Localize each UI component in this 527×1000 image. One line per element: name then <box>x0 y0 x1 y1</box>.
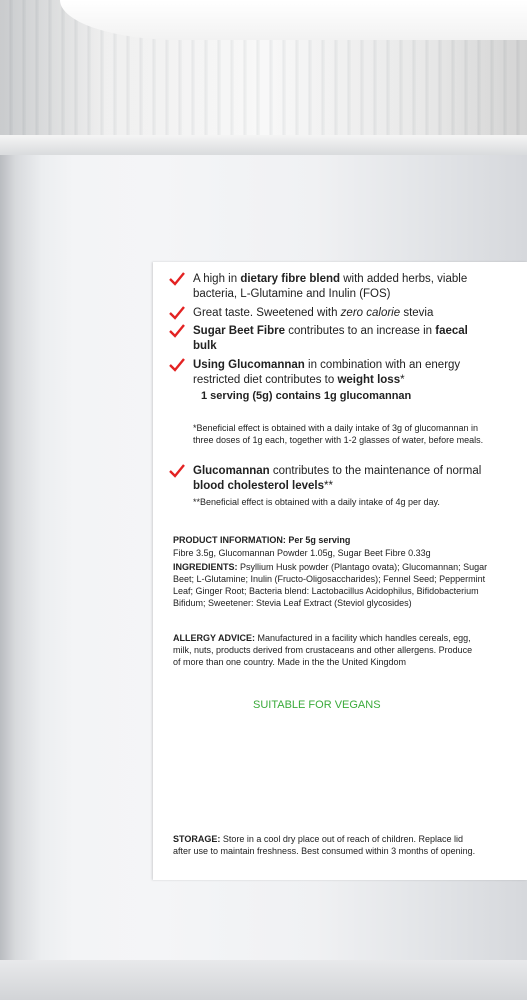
vegan-badge: SUITABLE FOR VEGANS <box>253 699 381 711</box>
allergy-advice: ALLERGY ADVICE: Manufactured in a facility which handles cereals, egg, milk, nuts, products derived from crustaceans and other allergens. Produce of more than one country. Made in the the United Kingdom <box>173 633 473 667</box>
check-icon <box>169 272 185 286</box>
product-info-title: PRODUCT INFORMATION: Per 5g serving <box>173 535 351 545</box>
check-icon <box>169 306 185 320</box>
back-label: A high in dietary fibre blend with added herbs, viable bacteria, L-Glutamine and Inulin (FOS) Great taste. Sweetened with zero calorie stevia Sugar Beet Fibre contributes to an increase in faecal bulk Using Glucomannan in combination with an energy restricted diet contributes to weight loss* 1 serving (5g) contains 1g glucomannan *Beneficial effect is obtained with a daily intake of 3g of glucomannan in three doses of 1g each, together with 1-2 glasses of water, before meals. Glucomannan contributes to the maintenance of normal blood cholesterol levels** **Beneficial effect is obtained with a daily intake of 4g per day. PRODUCT INFORMATION: Per 5g serving Fibre 3.5g, Glucomannan Powder 1.05g, Sugar Beet Fibre 0.33g INGREDIENTS: Psyllium Husk powder (Plantago ovata); Glucomannan; Sugar Beet; L-Glutamine; Inulin (Fructo-Oligosaccharides); Fennel Seed; Peppermint Leaf; Ginger Root; Bacteria blend: Lactobacillus Acidophilus, Bifidobacterium Bifidum; Sweetener: Stevia Leaf Extract (Steviol glycosides) ALLERGY ADVICE: Manufactured in a facility which handles cereals, egg, milk, nuts, products derived from crustaceans and other allergens. Produce of more than one country. Made in the the United Kingdom SUITABLE FOR VEGANS STORAGE: Store in a cool dry place out of reach of children. Replace lid after use to maintain freshness. Best consumed within 3 months of opening. <box>153 262 527 880</box>
storage-info: STORAGE: Store in a cool dry place out of reach of children. Replace lid after use to maintain freshness. Best consumed within 3 months of opening. <box>173 834 476 856</box>
jar-bottom <box>0 960 527 1000</box>
lid-top <box>60 0 527 40</box>
check-icon <box>169 464 185 478</box>
check-icon <box>169 324 185 338</box>
ingredients: INGREDIENTS: Psyllium Husk powder (Plantago ovata); Glucomannan; Sugar Beet; L-Glutamine; Inulin (Fructo-Oligosaccharides); Fennel Seed; Peppermint Leaf; Ginger Root; Bacteria blend: Lactobacillus Acidophilus, Bifidobacterium Bifidum; Sweetener: Stevia Leaf Extract (Steviol glycosides) <box>173 562 488 608</box>
lid-rim <box>0 135 527 155</box>
footnote-2: **Beneficial effect is obtained with a daily intake of 4g per day. <box>193 497 440 507</box>
serving-note: 1 serving (5g) contains 1g glucomannan <box>201 390 412 402</box>
check-icon <box>169 358 185 372</box>
product-info-body: Fibre 3.5g, Glucomannan Powder 1.05g, Sugar Beet Fibre 0.33g <box>173 548 431 558</box>
footnote-1: *Beneficial effect is obtained with a daily intake of 3g of glucomannan in three doses of 1g each, together with 1-2 glasses of water, before meals. <box>193 423 484 445</box>
